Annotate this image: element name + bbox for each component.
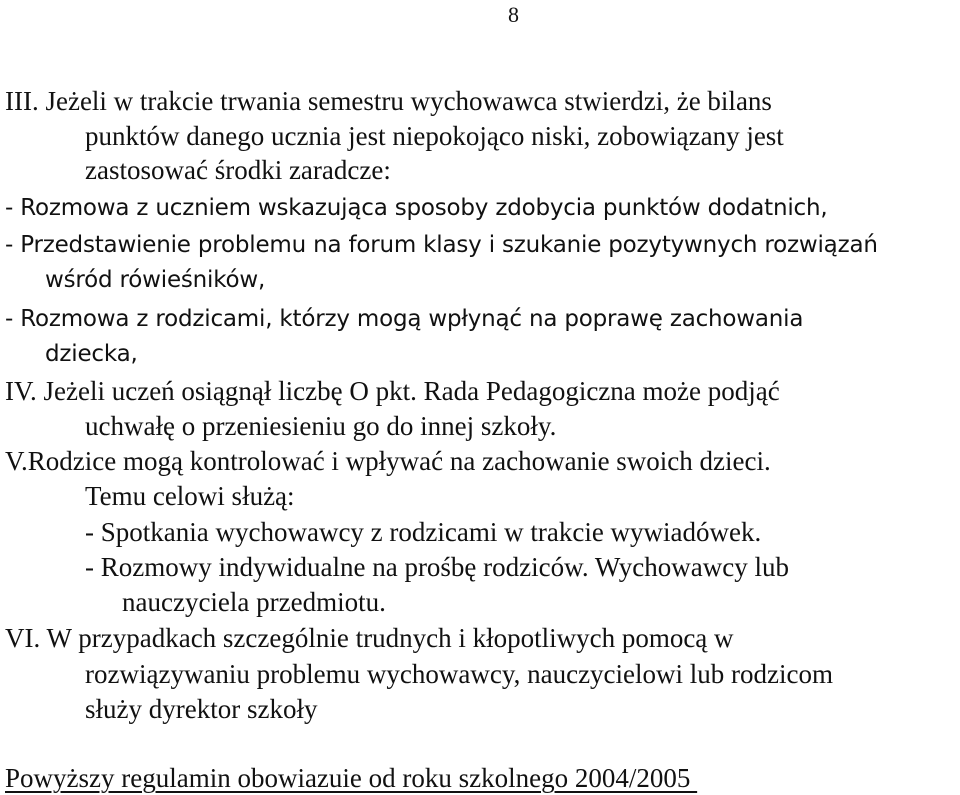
section-vi-line-3: służy dyrektor szkoły <box>85 694 318 724</box>
section-v-line-1: V.Rodzice mogą kontrolować i wpływać na zachowanie swoich dzieci. <box>5 446 771 476</box>
section-v-bullet-1: - Spotkania wychowawcy z rodzicami w trakcie wywiadówek. <box>85 517 762 547</box>
section-iii-bullet-3-cont: dziecka, <box>45 341 138 367</box>
section-vi-line-2: rozwiązywaniu problemu wychowawcy, nauczycielowi lub rodzicom <box>85 659 833 689</box>
section-vi-line-1: VI. W przypadkach szczególnie trudnych i kłopotliwych pomocą w <box>5 623 734 653</box>
page-number: 8 <box>508 2 519 27</box>
section-iii-line-3: zastosować środki zaradcze: <box>85 155 391 185</box>
section-v-bullet-2: - Rozmowy indywidualne na prośbę rodziców. Wychowawcy lub <box>85 552 789 582</box>
section-iii-line-1: III. Jeżeli w trakcie trwania semestru wychowawca stwierdzi, że bilans <box>5 86 772 116</box>
section-iii-bullet-2: - Przedstawienie problemu na forum klasy i szukanie pozytywnych rozwiązań <box>5 232 878 258</box>
section-iii-line-2: punktów danego ucznia jest niepokojąco niski, zobowiązany jest <box>85 121 784 151</box>
section-iii-bullet-1: - Rozmowa z uczniem wskazująca sposoby zdobycia punktów dodatnich, <box>5 195 828 221</box>
section-iii-bullet-3: - Rozmowa z rodzicami, którzy mogą wpłynąć na poprawę zachowania <box>5 306 804 332</box>
section-iv-line-2: uchwałę o przeniesieniu go do innej szkoły. <box>85 411 557 441</box>
section-iv-line-1: IV. Jeżeli uczeń osiągnął liczbę O pkt. Rada Pedagogiczna może podjąć <box>5 376 780 406</box>
section-iii-bullet-2-cont: wśród rówieśników, <box>45 267 266 293</box>
section-v-line-2: Temu celowi służą: <box>85 481 295 511</box>
section-v-bullet-2-cont: nauczyciela przedmiotu. <box>122 587 386 617</box>
footer-note: Powyższy regulamin obowiazuie od roku szkolnego 2004/2005 <box>5 763 698 793</box>
